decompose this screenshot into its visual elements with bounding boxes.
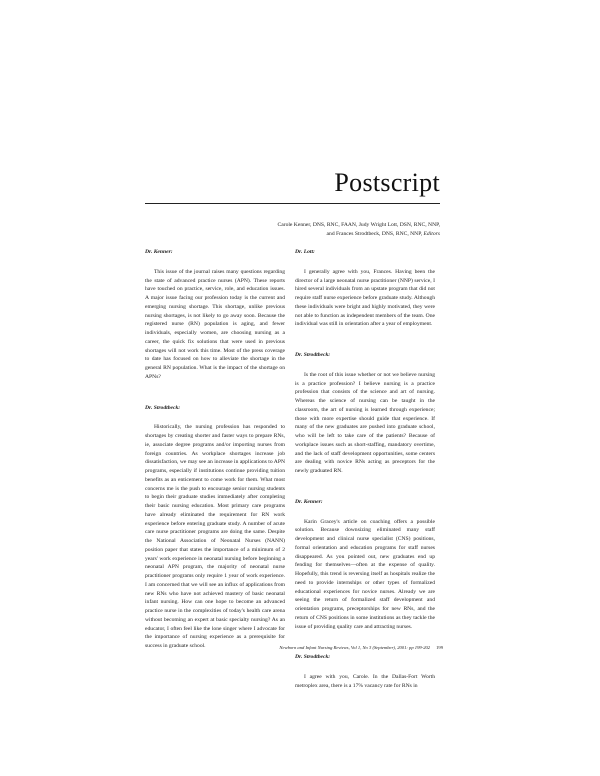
journal-citation: Newborn and Infant Nursing Reviews, Vol 1, No 3 (September), 2001: pp 199-202 [279,645,431,650]
speaker-label: Dr. Strodtbeck: [145,404,181,411]
speaker-label: Dr. Strodtbeck: [295,654,331,661]
page-footer [220,644,443,651]
author-line-2 [200,230,440,239]
author-line-2-names: and Frances Strodtbeck, DNS, RNC, NNP, [326,231,423,237]
title-rule [145,203,440,204]
speaker-label: Dr. Strodtbeck: [295,352,331,358]
paragraph: I generally agree with you, Frances. Having been the director of a large neonatal nurse practitioner (NNP) service, I hired several individuals from an upstate program that did not require staff nurse experience before graduate study. Although these individuals were bright and highly motivated, they were not able to function as independent members of the team. One individual was still in orientation after a year of employment. [295,268,435,328]
right-column [295,248,435,691]
speaker-label: Dr. Kenner: [295,498,323,505]
paragraph: Karin Gracey's article on coaching offers a possible solution. Because downsizing eliminated many staff development and clinical nurse specialist (CNS) positions, formal orientation and education programs for staff nurses disappeared. As you pointed out, new graduates end up fending for themselves—often at the expense of quality. Hopefully, this trend is reversing itself as hospitals realize the need to provide internships or other types of formalized educational experiences for novice nurses. Already we are seeing the return of formalized staff development and orientation programs, preceptorships for new RNs, and the return of CNS positions in some institutions as they tackle the issue of providing quality care and attracting nurses. [295,518,435,630]
paragraph: This issue of the journal raises many questions regarding the state of advanced practice nurses (APN). These reports have touched on practice, service, role, and education issues. A major issue facing our profession today is the current and emerging nursing shortage. This shortage, unlike previous nursing shortages, is not likely to go away soon. Because the registered nurse (RN) population is aging, and fewer individuals, especially women, are choosing nursing as a career, the quick fix solutions that were used in previous shortages will not work this time. Most of the press coverage to date has focused on how to alleviate the shortage in the general RN population. What is the impact of the shortage on APNs? [145,268,285,380]
author-line-1: Carole Kenner, DNS, RNC, FAAN, Judy Wright Lott, DSN, RNC, NNP, [277,222,440,228]
speaker-label: Dr. Kenner: [145,249,173,255]
paragraph: Historically, the nursing profession has responded to shortages by creating shorter and faster ways to prepare RNs, ie, associate degree programs and/or importing nurses from foreign countries. As workplace shortages increase job dissatisfaction, we may see an increase in applications to APN programs, especially if institutions continue providing tuition benefits as an enticement to come work for them. What most concerns me is the push to encourage senior nursing students to begin their graduate studies immediately after completing their basic nursing education. Most primary care programs have already eliminated the requirement for RN work experience before entering graduate study. A number of acute care nurse practitioner programs are doing the same. Despite the National Association of Neonatal Nurses (NANN) position paper that states the importance of a minimum of 2 years' work experience in neonatal nursing before beginning a neonatal APN program, the majority of neonatal nurse practitioner programs only require 1 year of work experience. I am concerned that we will see an influx of applications from new RNs who have not achieved mastery of basic neonatal infant nursing. How can one hope to become an advanced practice nurse in the complexities of today's health care arena without becoming an expert at basic specialty nursing? As an educator, I often feel like the lone singer where I advocate for the importance of nursing experience as a prerequisite for success in graduate school. [145,424,285,649]
speaker-label: Dr. Lott: [295,249,315,255]
editors-label: Editors [423,231,440,237]
page-number: 199 [436,645,443,650]
paragraph: I agree with you, Carole. In the Dallas-Fort Worth metroplex area, there is a 17% vacancy rate for RNs in [295,674,435,689]
author-byline [200,221,440,239]
paragraph: Is the root of this issue whether or not we believe nursing is a practice profession? I believe nursing is a practice profession that consists of the science and art of nursing. Whereas the science of nursing can be taught in the classroom, the art of nursing is learned through experience; those with more expertise should guide that experience. If many of the new graduates are pushed into graduate school, who will be left to take care of the patients? Because of workplace issues such as short-staffing, mandatory overtime, and the lack of staff development opportunities, some centers are dealing with novice RNs acting as preceptors for the newly graduated RN. [295,371,435,474]
page-title: Postscript [334,168,440,197]
left-column [145,248,285,651]
